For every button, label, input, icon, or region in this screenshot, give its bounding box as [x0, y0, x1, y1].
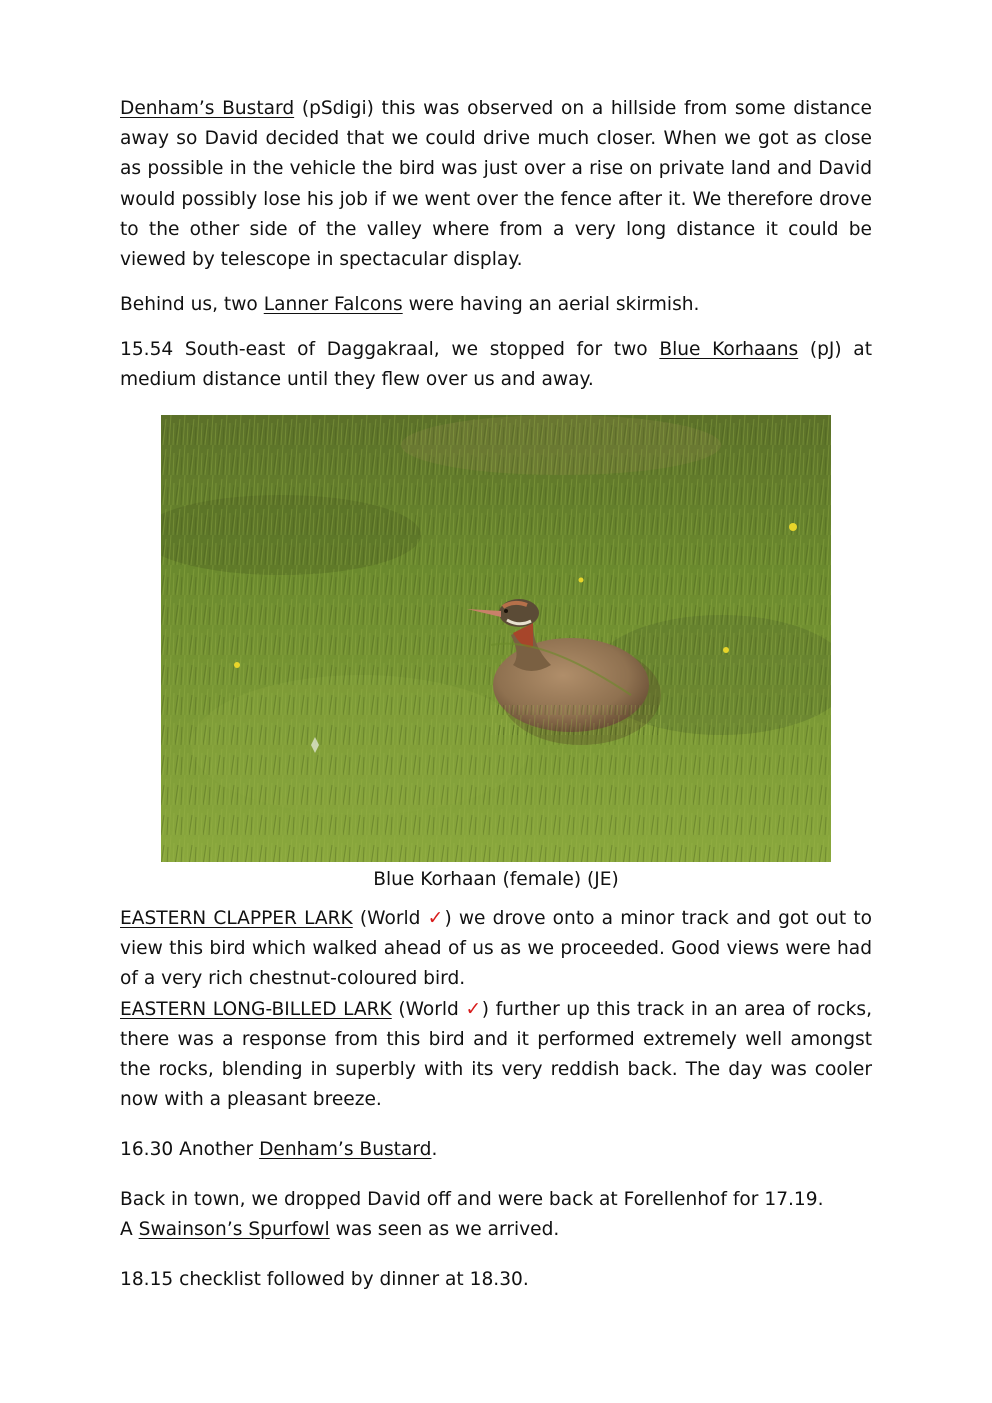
paragraph-text: A [120, 1219, 139, 1241]
species-link: Lanner Falcons [263, 294, 403, 315]
paragraph-text: Behind us, two [120, 294, 264, 315]
check-icon: ✓ [465, 998, 482, 1020]
paragraph-text: (pSdigi) this was observed on a hillside from some distance away so David decided that we could drive much closer. When we got as close as possible in the vehicle the bird was just over a rise on private land and David would possibly lose his job if we went over the fence after it. We therefore drove to the other side of the valley where from a very long distance it could be viewed by telescope in spectacular display. [120, 98, 872, 271]
paragraph-text: (World [391, 998, 466, 1020]
paragraph-another-bustard [120, 1135, 872, 1165]
blue-korhaan-photo [161, 415, 831, 862]
paragraph-text: Back in town, we dropped David off and were back at Forellenhof for 17.19. [120, 1189, 824, 1210]
paragraph-back-in-town [120, 1185, 872, 1245]
species-link: Denham’s Bustard [120, 98, 295, 119]
paragraph-text: were having an aerial skirmish. [402, 294, 700, 315]
paragraph-lanner-falcons [120, 290, 872, 320]
check-icon: ✓ [427, 908, 445, 929]
photo-caption: Blue Korhaan (female) (JE) [373, 869, 619, 890]
species-link: EASTERN LONG-BILLED LARK [120, 998, 392, 1020]
paragraph-text: was seen as we arrived. [329, 1219, 560, 1241]
paragraph-text: 16.30 Another [120, 1139, 260, 1160]
paragraph-text: ) we drove onto a minor track and got out to view this bird which walked ahead of us as we proceeded. Good views were had of a very rich chestnut-coloured bird. [120, 908, 872, 990]
paragraph-larks [120, 904, 872, 1115]
paragraph-text: . [431, 1139, 438, 1160]
species-link: Blue Korhaans [659, 339, 799, 360]
paragraph-denhams-bustard [120, 94, 872, 275]
paragraph-text: (pJ) at medium distance until they flew over us and away. [120, 339, 872, 391]
paragraph-text: 15.54 South-east of Daggakraal, we stopped for two [120, 339, 660, 360]
paragraph-checklist: 18.15 checklist followed by dinner at 18.30. [120, 1269, 529, 1290]
paragraph-text: (World [352, 908, 428, 929]
species-link: EASTERN CLAPPER LARK [120, 908, 353, 929]
paragraph-blue-korhaans [120, 335, 872, 395]
paragraph-text: ) further up this track in an area of rocks, there was a response from this bird and it performed extremely well amongst the rocks, blending in superbly with its very reddish back. The day was cooler now with a pleasant breeze. [120, 998, 872, 1111]
bird-in-grass-image [161, 415, 831, 862]
species-link: Swainson’s Spurfowl [138, 1219, 330, 1241]
species-link: Denham’s Bustard [259, 1139, 432, 1160]
